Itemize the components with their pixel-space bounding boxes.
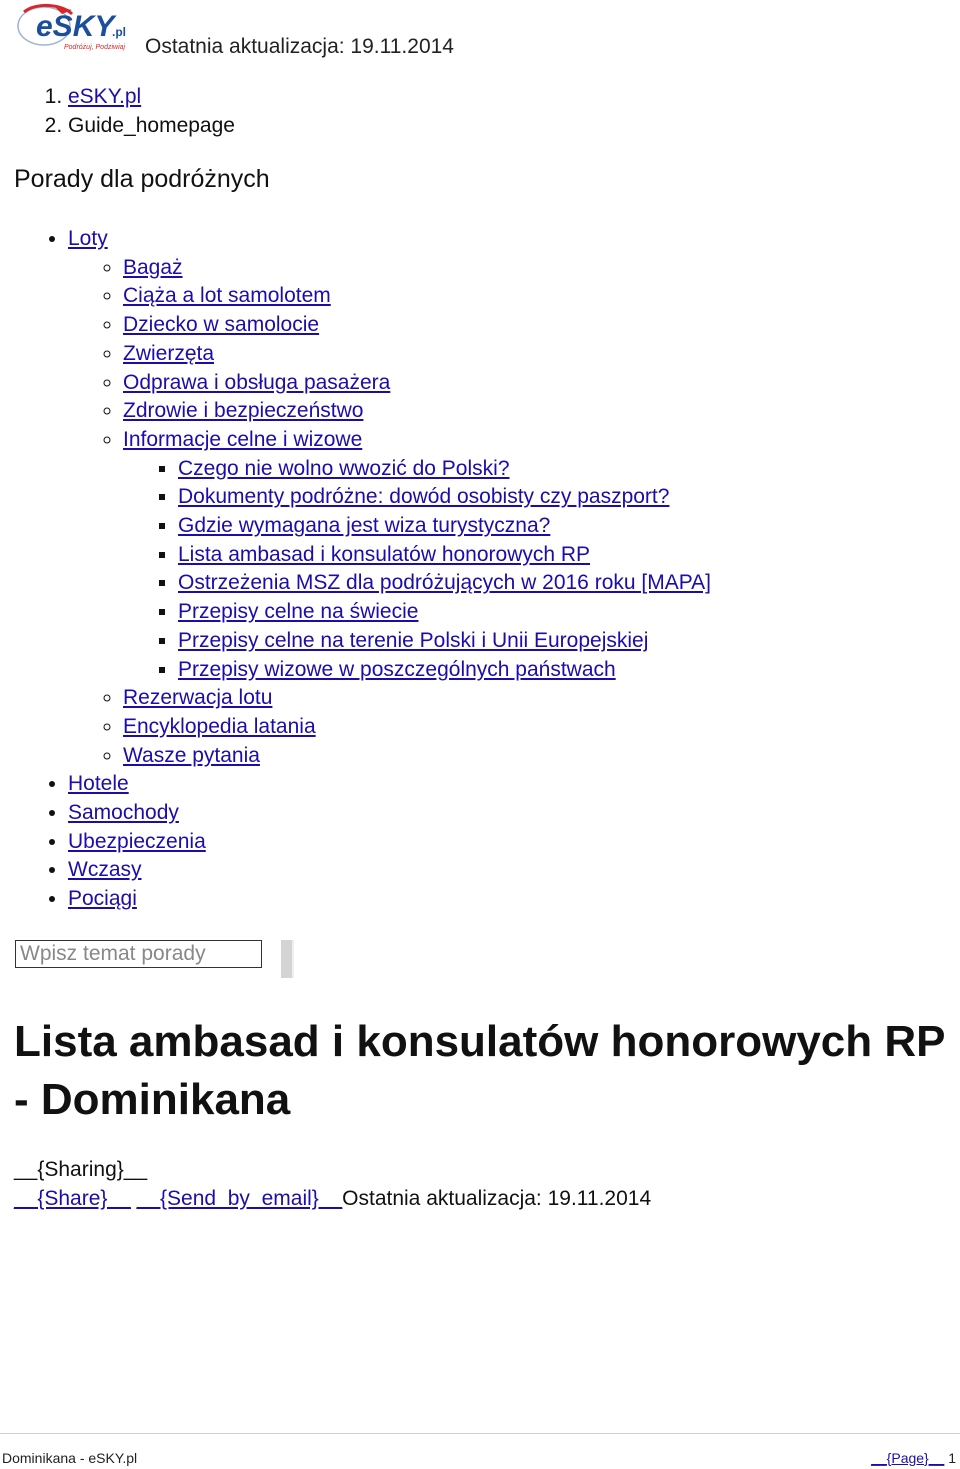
section-title: Porady dla podróżnych <box>14 165 270 193</box>
nav-link-ostrzezenia-msz[interactable]: Ostrzeżenia MSZ dla podróżujących w 2016 roku [MAPA] <box>178 571 712 595</box>
nav-subitem <box>123 397 711 426</box>
nav-link-zdrowie[interactable]: Zdrowie i bezpieczeństwo <box>123 399 364 423</box>
nav-link-pociagi[interactable]: Pociągi <box>68 887 137 911</box>
nav-link-rezerwacja[interactable]: Rezerwacja lotu <box>123 686 273 710</box>
nav-link-zwierzeta[interactable]: Zwierzęta <box>123 341 215 365</box>
nav-link-lista-ambasad[interactable]: Lista ambasad i konsulatów honorowych RP <box>178 542 591 566</box>
nav-subsubitem <box>178 512 711 541</box>
page-header <box>14 0 944 56</box>
nav-item-loty <box>68 225 711 770</box>
nav-link-czego-nie-wolno[interactable]: Czego nie wolno wwozić do Polski? <box>178 456 510 480</box>
nav-link-ciaza[interactable]: Ciąża a lot samolotem <box>123 284 331 308</box>
breadcrumb-item-current: 2. Guide_homepage <box>68 111 235 140</box>
nav-link-wasze-pytania[interactable]: Wasze pytania <box>123 743 260 767</box>
breadcrumb-item-home <box>68 82 235 111</box>
svg-text:Podróżuj, Podziwiaj: Podróżuj, Podziwiaj <box>64 44 126 51</box>
footer-page-number <box>871 1450 956 1466</box>
nav-link-hotele[interactable]: Hotele <box>68 772 129 796</box>
nav-item-ubezpieczenia <box>68 828 711 857</box>
nav-subitem <box>123 254 711 283</box>
nav-link-informacje-celne[interactable]: Informacje celne i wizowe <box>123 427 363 451</box>
breadcrumb <box>0 82 235 140</box>
nav-link-odprawa[interactable]: Odprawa i obsługa pasażera <box>123 370 391 394</box>
search-form <box>15 940 262 968</box>
nav-item-pociagi <box>68 885 711 914</box>
breadcrumb-link-home[interactable]: eSKY.pl <box>68 85 142 108</box>
nav-link-encyklopedia[interactable]: Encyklopedia latania <box>123 714 316 738</box>
footer-page-title: Dominikana - eSKY.pl <box>2 1450 138 1466</box>
nav-link-loty[interactable]: Loty <box>68 227 108 250</box>
nav-subsubitem <box>178 627 711 656</box>
nav-sublist-loty <box>68 254 711 771</box>
page-title: Lista ambasad i konsulatów honorowych RP - Dominikana <box>14 1017 945 1124</box>
nav-sublist-informacje-celne <box>123 455 711 685</box>
svg-text:eSKY: eSKY <box>36 10 115 43</box>
nav-subitem <box>123 311 711 340</box>
nav-subsubitem <box>178 598 711 627</box>
nav-subsubitem <box>178 656 711 685</box>
nav-subitem <box>123 713 711 742</box>
footer-page-label[interactable]: __{Page}__ <box>871 1450 945 1466</box>
nav-link-dziecko[interactable]: Dziecko w samolocie <box>123 313 320 337</box>
nav-subitem <box>123 742 711 771</box>
nav-link-przepisy-polska-ue[interactable]: Przepisy celne na terenie Polski i Unii Europejskiej <box>178 628 649 652</box>
article-last-update: Ostatnia aktualizacja: 19.11.2014 <box>342 1187 652 1210</box>
sharing-label: __{Sharing}__ <box>14 1158 148 1181</box>
share-row <box>14 1184 651 1213</box>
esky-logo[interactable] <box>14 0 140 54</box>
nav-subitem <box>123 340 711 369</box>
nav-subsubitem <box>178 455 711 484</box>
nav-subitem <box>123 684 711 713</box>
nav-link-wiza-turystyczna[interactable]: Gdzie wymagana jest wiza turystyczna? <box>178 514 551 538</box>
search-input[interactable] <box>15 940 262 968</box>
send-by-email-link[interactable]: __{Send_by_email}__ <box>136 1187 343 1210</box>
nav-subsubitem <box>178 569 711 598</box>
nav-link-dokumenty[interactable]: Dokumenty podróżne: dowód osobisty czy paszport? <box>178 485 670 509</box>
nav-item-hotele <box>68 770 711 799</box>
share-link[interactable]: __{Share}__ <box>14 1187 131 1210</box>
nav-link-przepisy-swiat[interactable]: Przepisy celne na świecie <box>178 600 419 624</box>
search-button[interactable] <box>281 940 294 978</box>
guide-navigation <box>0 225 711 914</box>
nav-subsubitem <box>178 483 711 512</box>
nav-link-bagaz[interactable]: Bagaż <box>123 255 183 279</box>
nav-item-samochody <box>68 799 711 828</box>
footer-page-value: 1 <box>948 1450 956 1466</box>
nav-subitem <box>123 282 711 311</box>
nav-subitem <box>123 369 711 398</box>
nav-link-samochody[interactable]: Samochody <box>68 801 179 825</box>
svg-text:.pl: .pl <box>112 25 126 39</box>
footer-divider <box>0 1433 960 1434</box>
nav-link-ubezpieczenia[interactable]: Ubezpieczenia <box>68 829 206 853</box>
nav-item-wczasy <box>68 856 711 885</box>
nav-link-wczasy[interactable]: Wczasy <box>68 858 142 882</box>
header-last-update: Ostatnia aktualizacja: 19.11.2014 <box>145 35 454 58</box>
nav-subitem <box>123 426 711 684</box>
nav-link-przepisy-wizowe[interactable]: Przepisy wizowe w poszczególnych państwach <box>178 657 616 681</box>
nav-subsubitem <box>178 541 711 570</box>
